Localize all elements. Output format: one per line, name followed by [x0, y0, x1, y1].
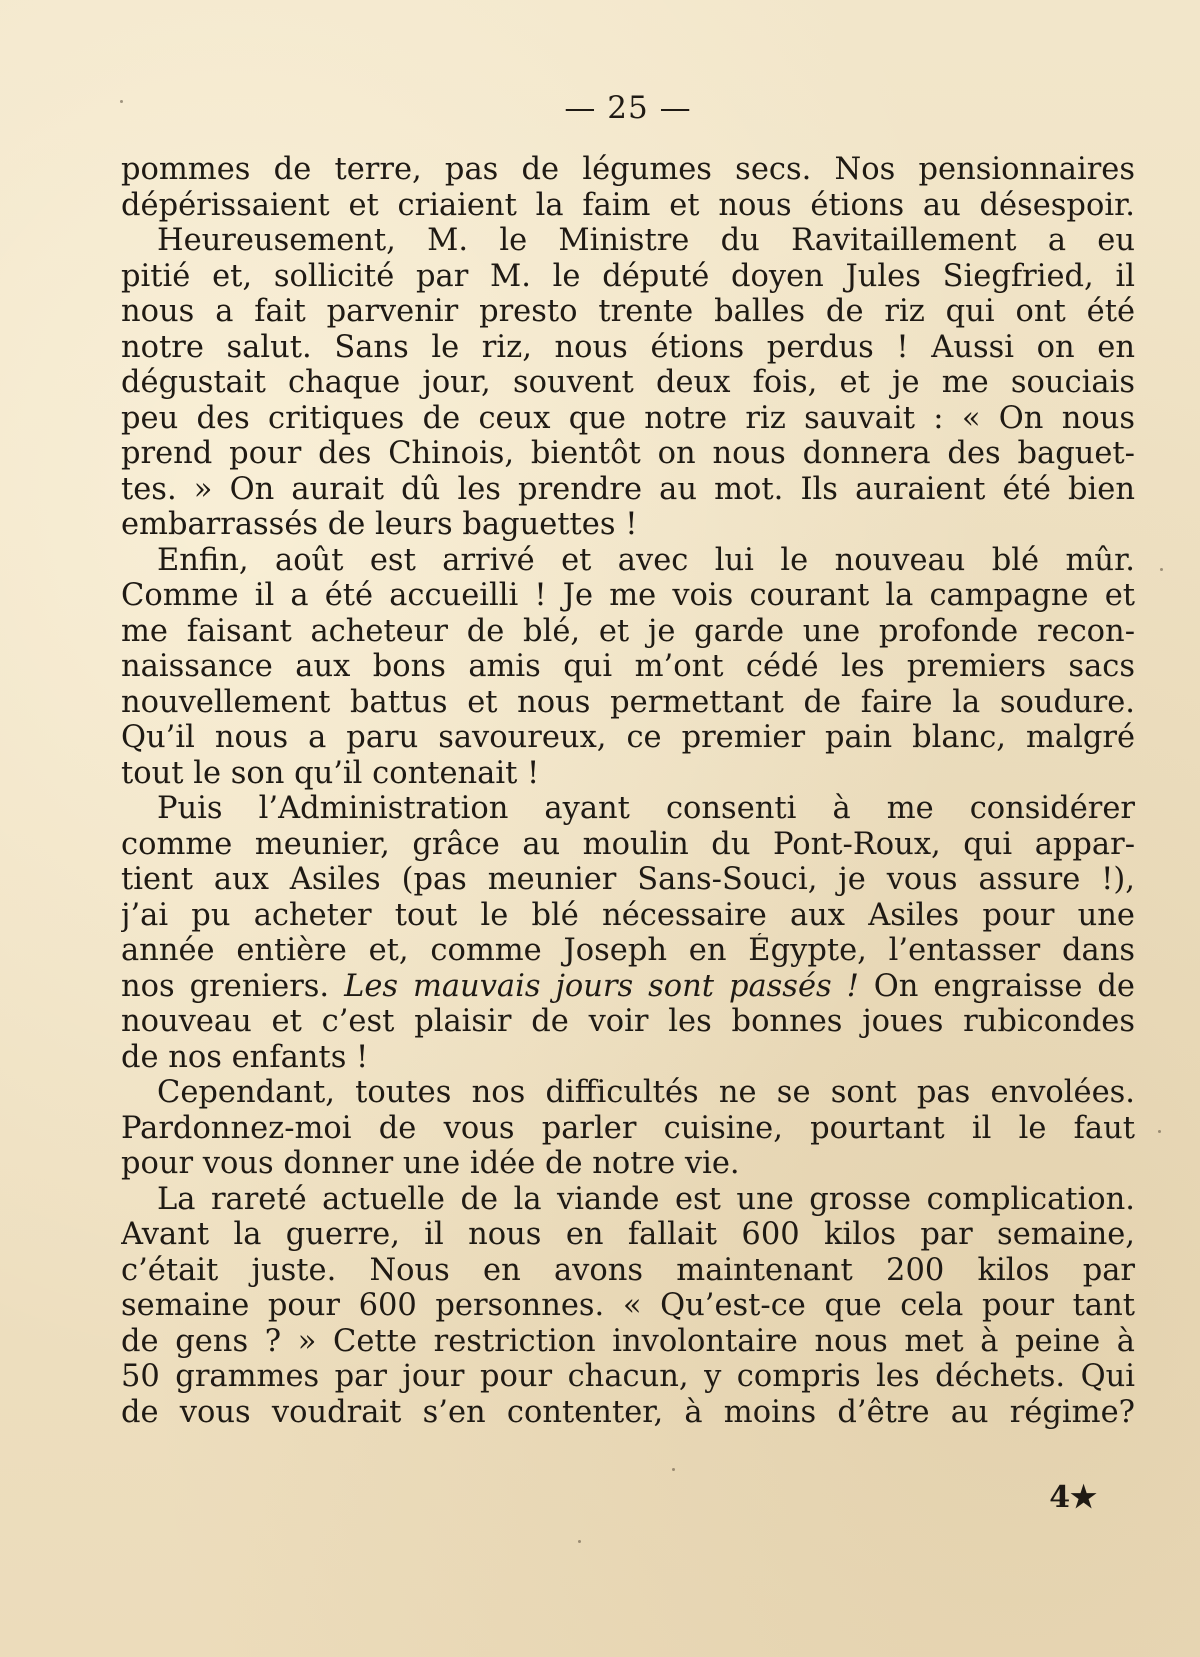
text-line: nouveau et c’est plaisir de voir les bonnes joues rubicondes	[121, 1004, 1135, 1039]
text-line: Heureusement, M. le Ministre du Ravitaillement a eu	[157, 223, 1135, 258]
text-line: nouvellement battus et nous permettant de faire la soudure.	[121, 684, 1135, 720]
text-line: pommes de terre, pas de légumes secs. Nos pensionnaires	[121, 152, 1135, 187]
paper-speck	[1158, 1130, 1161, 1133]
text-line: semaine pour 600 personnes. « Qu’est-ce que cela pour tant	[121, 1288, 1135, 1323]
text-line: Cependant, toutes nos difficultés ne se sont pas envolées.	[157, 1075, 1135, 1110]
text-line: dépérissaient et criaient la faim et nous étions au désespoir.	[121, 187, 1135, 223]
text-segment: On engraisse de	[873, 968, 1135, 1004]
text-line: tient aux Asiles (pas meunier Sans-Souci, je vous assure !),	[121, 862, 1135, 897]
text-line: Qu’il nous a paru savoureux, ce premier pain blanc, malgré	[121, 720, 1135, 755]
text-line: Pardonnez-moi de vous parler cuisine, pourtant il le faut	[121, 1110, 1135, 1146]
text-line: dégustait chaque jour, souvent deux fois, et je me souciais	[121, 365, 1135, 400]
text-line: naissance aux bons amis qui m’ont cédé les premiers sacs	[121, 649, 1135, 684]
body-text	[121, 152, 1135, 1430]
text-line: année entière et, comme Joseph en Égypte, l’entasser dans	[121, 933, 1135, 968]
text-line: peu des critiques de ceux que notre riz sauvait : « On nous	[121, 400, 1135, 436]
paper-speck	[1160, 568, 1163, 571]
text-segment: nos greniers.	[121, 968, 330, 1004]
text-line: de nos enfants !	[121, 1039, 369, 1075]
text-line: tes. » On aurait dû les prendre au mot. Ils auraient été bien	[121, 471, 1135, 507]
italic-phrase: Les mauvais jours sont passés !	[344, 968, 859, 1004]
text-line-with-italic	[121, 969, 1135, 1005]
text-line: pour vous donner une idée de notre vie.	[121, 1146, 740, 1181]
text-line: comme meunier, grâce au moulin du Pont-Roux, qui appar-	[121, 826, 1135, 862]
paper-speck	[578, 1540, 581, 1543]
text-line: c’était juste. Nous en avons maintenant 200 kilos par	[121, 1252, 1135, 1288]
text-line: pitié et, sollicité par M. le député doyen Jules Siegfried, il	[121, 258, 1135, 294]
text-line: La rareté actuelle de la viande est une grosse complication.	[157, 1181, 1135, 1217]
text-line: j’ai pu acheter tout le blé nécessaire aux Asiles pour une	[121, 897, 1135, 933]
paper-speck	[120, 100, 123, 103]
page-number: — 25 —	[564, 90, 692, 126]
text-line: nous a fait parvenir presto trente balles de riz qui ont été	[121, 294, 1135, 329]
text-line: notre salut. Sans le riz, nous étions perdus ! Aussi on en	[121, 329, 1135, 365]
signature-mark: 4★	[1049, 1480, 1097, 1515]
paper-speck	[672, 1468, 675, 1471]
text-line: me faisant acheteur de blé, et je garde une profonde recon-	[121, 613, 1135, 649]
text-line: Puis l’Administration ayant consenti à me considérer	[157, 791, 1135, 826]
book-page	[121, 88, 1135, 1628]
text-line: Comme il a été accueilli ! Je me vois courant la campagne et	[121, 578, 1135, 613]
text-line: 50 grammes par jour pour chacun, y compris les déchets. Qui	[121, 1359, 1135, 1394]
text-line: tout le son qu’il contenait !	[121, 755, 540, 791]
text-line: de vous voudrait s’en contenter, à moins d’être au régime?	[121, 1394, 1135, 1430]
text-line: de gens ? » Cette restriction involontaire nous met à peine à	[121, 1323, 1135, 1359]
text-line: Avant la guerre, il nous en fallait 600 kilos par semaine,	[121, 1217, 1135, 1252]
text-line: Enfin, août est arrivé et avec lui le nouveau blé mûr.	[157, 542, 1135, 578]
text-line: embarrassés de leurs baguettes !	[121, 507, 638, 542]
text-line: prend pour des Chinois, bientôt on nous donnera des baguet-	[121, 436, 1135, 471]
